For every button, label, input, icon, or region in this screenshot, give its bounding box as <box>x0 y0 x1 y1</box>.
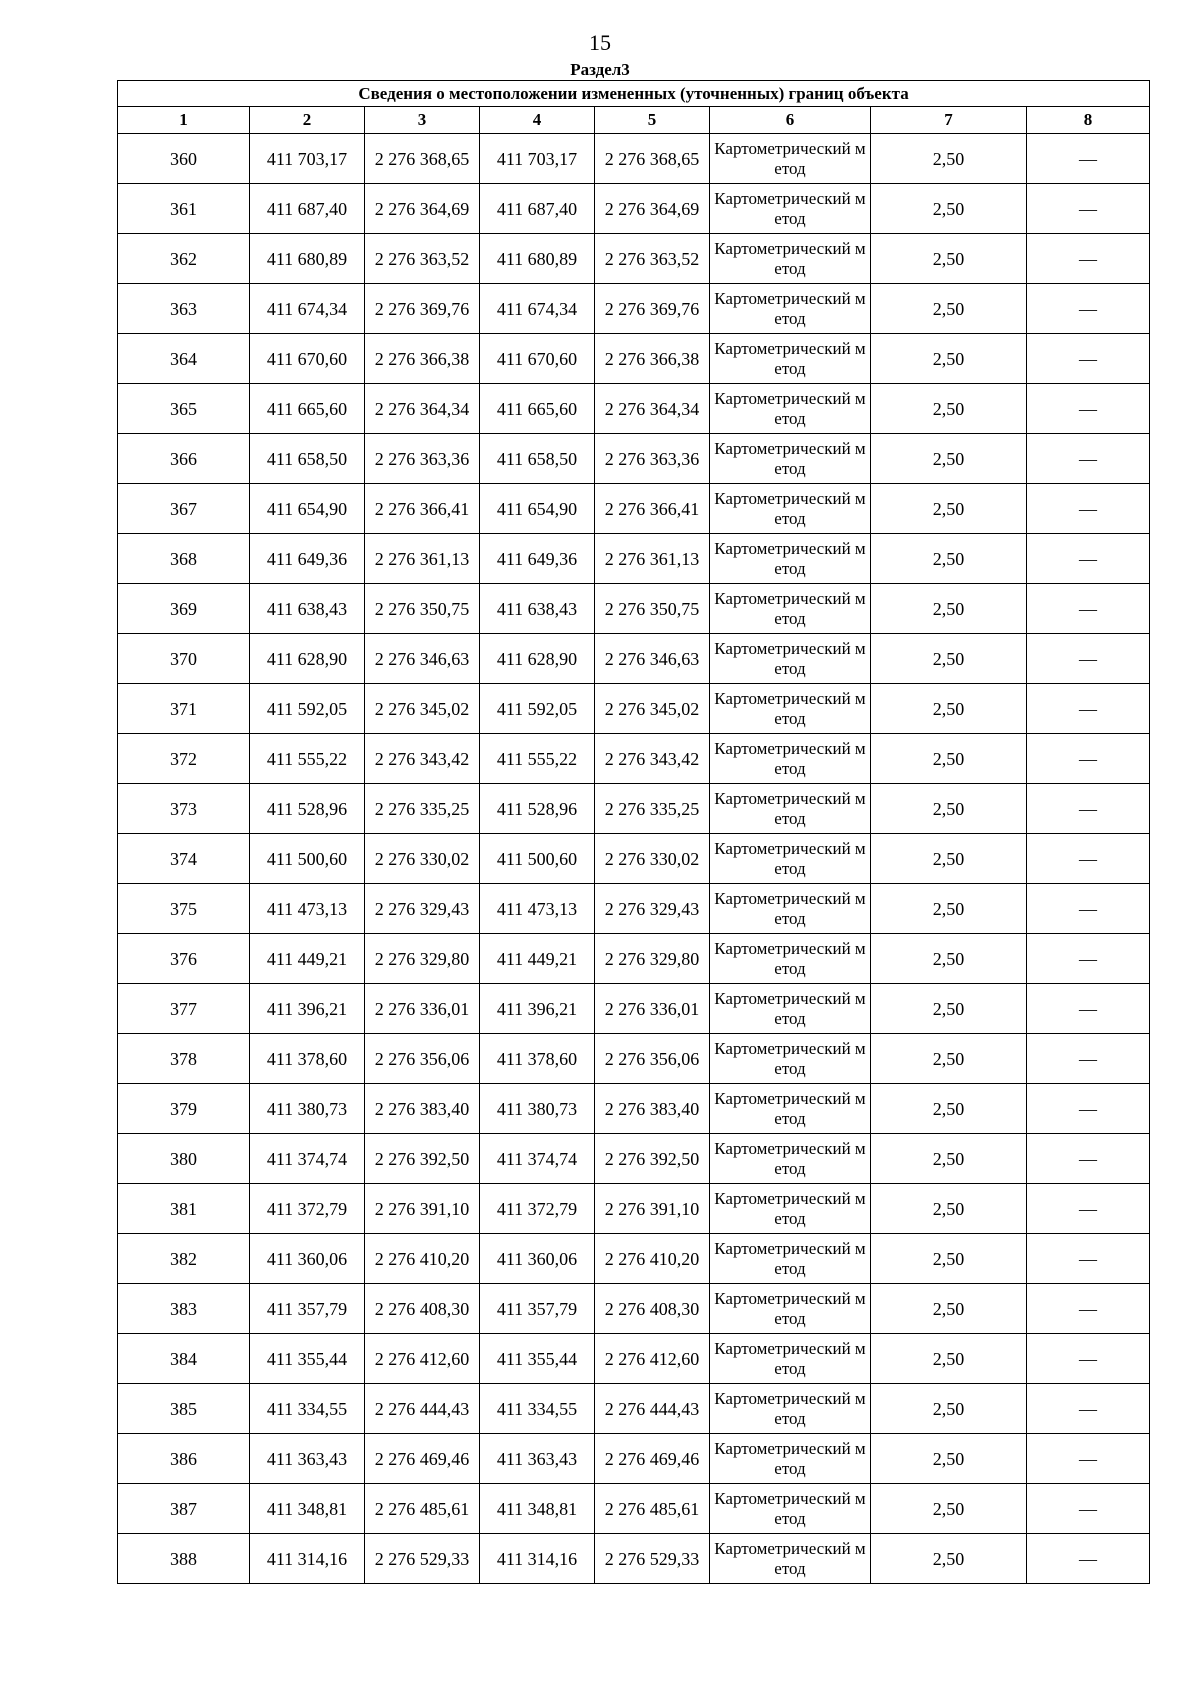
column-number-8: 8 <box>1027 107 1150 134</box>
cell-accuracy: 2,50 <box>871 634 1027 684</box>
cell-point-number: 360 <box>118 134 250 184</box>
cell-description: — <box>1027 1434 1150 1484</box>
cell-description: — <box>1027 1034 1150 1084</box>
cell-method: Картометрический метод <box>710 984 871 1034</box>
cell-description: — <box>1027 384 1150 434</box>
cell-y-existing: 2 276 392,50 <box>365 1134 480 1184</box>
cell-x-new: 411 360,06 <box>480 1234 595 1284</box>
cell-y-existing: 2 276 361,13 <box>365 534 480 584</box>
cell-x-new: 411 674,34 <box>480 284 595 334</box>
cell-x-new: 411 473,13 <box>480 884 595 934</box>
cell-accuracy: 2,50 <box>871 684 1027 734</box>
cell-y-new: 2 276 412,60 <box>595 1334 710 1384</box>
cell-method: Картометрический метод <box>710 384 871 434</box>
cell-x-existing: 411 500,60 <box>250 834 365 884</box>
cell-y-existing: 2 276 343,42 <box>365 734 480 784</box>
cell-method: Картометрический метод <box>710 1284 871 1334</box>
cell-method: Картометрический метод <box>710 1484 871 1534</box>
table-row <box>118 1434 1150 1484</box>
table-row <box>118 784 1150 834</box>
cell-y-new: 2 276 369,76 <box>595 284 710 334</box>
cell-method: Картометрический метод <box>710 884 871 934</box>
cell-x-existing: 411 378,60 <box>250 1034 365 1084</box>
table-row <box>118 734 1150 784</box>
cell-x-existing: 411 703,17 <box>250 134 365 184</box>
cell-y-existing: 2 276 412,60 <box>365 1334 480 1384</box>
cell-x-new: 411 687,40 <box>480 184 595 234</box>
cell-x-new: 411 658,50 <box>480 434 595 484</box>
cell-y-existing: 2 276 329,43 <box>365 884 480 934</box>
cell-y-new: 2 276 335,25 <box>595 784 710 834</box>
cell-y-new: 2 276 336,01 <box>595 984 710 1034</box>
cell-y-existing: 2 276 350,75 <box>365 584 480 634</box>
cell-y-new: 2 276 329,43 <box>595 884 710 934</box>
cell-method: Картометрический метод <box>710 1334 871 1384</box>
cell-method: Картометрический метод <box>710 1134 871 1184</box>
cell-x-existing: 411 670,60 <box>250 334 365 384</box>
cell-x-existing: 411 658,50 <box>250 434 365 484</box>
cell-x-existing: 411 363,43 <box>250 1434 365 1484</box>
table-body <box>118 134 1150 1584</box>
cell-x-new: 411 654,90 <box>480 484 595 534</box>
cell-y-existing: 2 276 345,02 <box>365 684 480 734</box>
cell-x-existing: 411 314,16 <box>250 1534 365 1584</box>
cell-point-number: 372 <box>118 734 250 784</box>
cell-description: — <box>1027 334 1150 384</box>
cell-x-existing: 411 348,81 <box>250 1484 365 1534</box>
cell-x-existing: 411 449,21 <box>250 934 365 984</box>
cell-x-existing: 411 649,36 <box>250 534 365 584</box>
table-row <box>118 1284 1150 1334</box>
cell-accuracy: 2,50 <box>871 734 1027 784</box>
cell-point-number: 381 <box>118 1184 250 1234</box>
cell-point-number: 382 <box>118 1234 250 1284</box>
cell-description: — <box>1027 684 1150 734</box>
cell-x-new: 411 374,74 <box>480 1134 595 1184</box>
cell-point-number: 385 <box>118 1384 250 1434</box>
cell-point-number: 384 <box>118 1334 250 1384</box>
cell-y-new: 2 276 343,42 <box>595 734 710 784</box>
table-row <box>118 1484 1150 1534</box>
cell-accuracy: 2,50 <box>871 1384 1027 1434</box>
table-row <box>118 484 1150 534</box>
table-row <box>118 1134 1150 1184</box>
cell-x-existing: 411 674,34 <box>250 284 365 334</box>
cell-point-number: 380 <box>118 1134 250 1184</box>
cell-method: Картометрический метод <box>710 1384 871 1434</box>
cell-x-existing: 411 665,60 <box>250 384 365 434</box>
cell-method: Картометрический метод <box>710 934 871 984</box>
cell-x-new: 411 334,55 <box>480 1384 595 1434</box>
cell-description: — <box>1027 934 1150 984</box>
cell-description: — <box>1027 484 1150 534</box>
cell-x-existing: 411 380,73 <box>250 1084 365 1134</box>
coordinates-table <box>117 80 1150 1584</box>
cell-point-number: 379 <box>118 1084 250 1134</box>
cell-x-new: 411 380,73 <box>480 1084 595 1134</box>
cell-y-new: 2 276 363,36 <box>595 434 710 484</box>
column-number-1: 1 <box>118 107 250 134</box>
cell-x-existing: 411 473,13 <box>250 884 365 934</box>
cell-x-new: 411 649,36 <box>480 534 595 584</box>
cell-x-new: 411 314,16 <box>480 1534 595 1584</box>
cell-y-new: 2 276 329,80 <box>595 934 710 984</box>
cell-y-existing: 2 276 369,76 <box>365 284 480 334</box>
cell-description: — <box>1027 1484 1150 1534</box>
table-row <box>118 834 1150 884</box>
cell-y-existing: 2 276 391,10 <box>365 1184 480 1234</box>
cell-accuracy: 2,50 <box>871 284 1027 334</box>
cell-y-new: 2 276 529,33 <box>595 1534 710 1584</box>
cell-method: Картометрический метод <box>710 484 871 534</box>
cell-y-new: 2 276 364,69 <box>595 184 710 234</box>
cell-description: — <box>1027 634 1150 684</box>
cell-x-existing: 411 654,90 <box>250 484 365 534</box>
cell-description: — <box>1027 784 1150 834</box>
cell-point-number: 378 <box>118 1034 250 1084</box>
cell-description: — <box>1027 534 1150 584</box>
table-row <box>118 1034 1150 1084</box>
cell-method: Картометрический метод <box>710 834 871 884</box>
cell-accuracy: 2,50 <box>871 484 1027 534</box>
cell-x-existing: 411 334,55 <box>250 1384 365 1434</box>
cell-point-number: 388 <box>118 1534 250 1584</box>
cell-x-new: 411 665,60 <box>480 384 595 434</box>
cell-accuracy: 2,50 <box>871 434 1027 484</box>
cell-accuracy: 2,50 <box>871 834 1027 884</box>
table-caption: Сведения о местоположении измененных (уточненных) границ объекта <box>118 81 1150 107</box>
table-row <box>118 384 1150 434</box>
cell-method: Картометрический метод <box>710 634 871 684</box>
cell-y-new: 2 276 345,02 <box>595 684 710 734</box>
cell-point-number: 362 <box>118 234 250 284</box>
cell-accuracy: 2,50 <box>871 1334 1027 1384</box>
cell-x-new: 411 372,79 <box>480 1184 595 1234</box>
cell-y-existing: 2 276 330,02 <box>365 834 480 884</box>
table-row <box>118 984 1150 1034</box>
cell-y-new: 2 276 346,63 <box>595 634 710 684</box>
cell-y-new: 2 276 469,46 <box>595 1434 710 1484</box>
cell-point-number: 364 <box>118 334 250 384</box>
cell-y-existing: 2 276 444,43 <box>365 1384 480 1434</box>
cell-description: — <box>1027 1534 1150 1584</box>
cell-method: Картометрический метод <box>710 534 871 584</box>
column-number-5: 5 <box>595 107 710 134</box>
cell-y-new: 2 276 383,40 <box>595 1084 710 1134</box>
cell-y-existing: 2 276 346,63 <box>365 634 480 684</box>
cell-description: — <box>1027 984 1150 1034</box>
cell-description: — <box>1027 1134 1150 1184</box>
cell-x-new: 411 628,90 <box>480 634 595 684</box>
cell-x-new: 411 680,89 <box>480 234 595 284</box>
cell-description: — <box>1027 284 1150 334</box>
cell-accuracy: 2,50 <box>871 984 1027 1034</box>
table-row <box>118 234 1150 284</box>
cell-y-new: 2 276 408,30 <box>595 1284 710 1334</box>
cell-y-existing: 2 276 408,30 <box>365 1284 480 1334</box>
cell-accuracy: 2,50 <box>871 1434 1027 1484</box>
table-row <box>118 284 1150 334</box>
cell-point-number: 368 <box>118 534 250 584</box>
cell-x-existing: 411 396,21 <box>250 984 365 1034</box>
cell-y-new: 2 276 391,10 <box>595 1184 710 1234</box>
table-row <box>118 334 1150 384</box>
cell-method: Картометрический метод <box>710 234 871 284</box>
cell-point-number: 387 <box>118 1484 250 1534</box>
cell-y-new: 2 276 361,13 <box>595 534 710 584</box>
table-row <box>118 1184 1150 1234</box>
cell-x-existing: 411 372,79 <box>250 1184 365 1234</box>
cell-x-new: 411 555,22 <box>480 734 595 784</box>
cell-accuracy: 2,50 <box>871 234 1027 284</box>
table-row <box>118 434 1150 484</box>
cell-accuracy: 2,50 <box>871 884 1027 934</box>
cell-accuracy: 2,50 <box>871 1484 1027 1534</box>
cell-y-existing: 2 276 335,25 <box>365 784 480 834</box>
cell-y-existing: 2 276 410,20 <box>365 1234 480 1284</box>
cell-y-existing: 2 276 366,38 <box>365 334 480 384</box>
cell-accuracy: 2,50 <box>871 1534 1027 1584</box>
cell-description: — <box>1027 434 1150 484</box>
cell-y-existing: 2 276 364,34 <box>365 384 480 434</box>
table-row <box>118 634 1150 684</box>
cell-y-existing: 2 276 329,80 <box>365 934 480 984</box>
cell-point-number: 373 <box>118 784 250 834</box>
cell-description: — <box>1027 1384 1150 1434</box>
table-row <box>118 134 1150 184</box>
cell-point-number: 367 <box>118 484 250 534</box>
column-number-3: 3 <box>365 107 480 134</box>
cell-method: Картометрический метод <box>710 1434 871 1484</box>
column-number-6: 6 <box>710 107 871 134</box>
cell-x-new: 411 703,17 <box>480 134 595 184</box>
page-number: 15 <box>589 30 611 55</box>
cell-point-number: 371 <box>118 684 250 734</box>
cell-x-existing: 411 555,22 <box>250 734 365 784</box>
cell-y-existing: 2 276 364,69 <box>365 184 480 234</box>
cell-x-new: 411 363,43 <box>480 1434 595 1484</box>
table-row <box>118 584 1150 634</box>
cell-point-number: 377 <box>118 984 250 1034</box>
cell-method: Картометрический метод <box>710 184 871 234</box>
cell-y-existing: 2 276 363,36 <box>365 434 480 484</box>
cell-y-new: 2 276 366,38 <box>595 334 710 384</box>
cell-method: Картометрический метод <box>710 434 871 484</box>
cell-x-new: 411 449,21 <box>480 934 595 984</box>
cell-x-new: 411 500,60 <box>480 834 595 884</box>
cell-x-new: 411 396,21 <box>480 984 595 1034</box>
cell-y-new: 2 276 366,41 <box>595 484 710 534</box>
cell-x-existing: 411 528,96 <box>250 784 365 834</box>
table-row <box>118 1334 1150 1384</box>
cell-y-new: 2 276 364,34 <box>595 384 710 434</box>
cell-method: Картометрический метод <box>710 784 871 834</box>
cell-y-existing: 2 276 383,40 <box>365 1084 480 1134</box>
cell-accuracy: 2,50 <box>871 934 1027 984</box>
cell-description: — <box>1027 1334 1150 1384</box>
cell-x-new: 411 378,60 <box>480 1034 595 1084</box>
column-number-row <box>118 107 1150 134</box>
table-row <box>118 1534 1150 1584</box>
cell-point-number: 361 <box>118 184 250 234</box>
cell-description: — <box>1027 584 1150 634</box>
cell-x-new: 411 670,60 <box>480 334 595 384</box>
cell-y-existing: 2 276 485,61 <box>365 1484 480 1534</box>
cell-method: Картометрический метод <box>710 284 871 334</box>
cell-method: Картометрический метод <box>710 1534 871 1584</box>
cell-y-existing: 2 276 368,65 <box>365 134 480 184</box>
cell-method: Картометрический метод <box>710 1084 871 1134</box>
table-row <box>118 534 1150 584</box>
cell-accuracy: 2,50 <box>871 1034 1027 1084</box>
cell-y-existing: 2 276 356,06 <box>365 1034 480 1084</box>
cell-y-new: 2 276 350,75 <box>595 584 710 634</box>
cell-accuracy: 2,50 <box>871 784 1027 834</box>
cell-description: — <box>1027 1184 1150 1234</box>
cell-description: — <box>1027 834 1150 884</box>
table-row <box>118 934 1150 984</box>
cell-description: — <box>1027 1084 1150 1134</box>
cell-point-number: 386 <box>118 1434 250 1484</box>
cell-x-existing: 411 680,89 <box>250 234 365 284</box>
cell-point-number: 375 <box>118 884 250 934</box>
cell-y-new: 2 276 392,50 <box>595 1134 710 1184</box>
cell-point-number: 363 <box>118 284 250 334</box>
cell-method: Картометрический метод <box>710 134 871 184</box>
cell-y-existing: 2 276 336,01 <box>365 984 480 1034</box>
cell-description: — <box>1027 134 1150 184</box>
cell-accuracy: 2,50 <box>871 1134 1027 1184</box>
cell-x-existing: 411 628,90 <box>250 634 365 684</box>
cell-x-new: 411 348,81 <box>480 1484 595 1534</box>
cell-x-existing: 411 357,79 <box>250 1284 365 1334</box>
cell-x-existing: 411 360,06 <box>250 1234 365 1284</box>
cell-x-existing: 411 687,40 <box>250 184 365 234</box>
cell-y-existing: 2 276 363,52 <box>365 234 480 284</box>
cell-point-number: 369 <box>118 584 250 634</box>
cell-method: Картометрический метод <box>710 334 871 384</box>
cell-method: Картометрический метод <box>710 1234 871 1284</box>
cell-y-new: 2 276 410,20 <box>595 1234 710 1284</box>
cell-x-new: 411 357,79 <box>480 1284 595 1334</box>
cell-accuracy: 2,50 <box>871 184 1027 234</box>
cell-point-number: 383 <box>118 1284 250 1334</box>
cell-description: — <box>1027 234 1150 284</box>
cell-point-number: 365 <box>118 384 250 434</box>
cell-accuracy: 2,50 <box>871 584 1027 634</box>
cell-y-new: 2 276 330,02 <box>595 834 710 884</box>
cell-x-existing: 411 355,44 <box>250 1334 365 1384</box>
cell-description: — <box>1027 1234 1150 1284</box>
cell-method: Картометрический метод <box>710 684 871 734</box>
cell-accuracy: 2,50 <box>871 1284 1027 1334</box>
cell-method: Картометрический метод <box>710 734 871 784</box>
cell-y-new: 2 276 444,43 <box>595 1384 710 1434</box>
cell-method: Картометрический метод <box>710 1034 871 1084</box>
cell-x-new: 411 638,43 <box>480 584 595 634</box>
table-row <box>118 184 1150 234</box>
table-row <box>118 1084 1150 1134</box>
cell-accuracy: 2,50 <box>871 534 1027 584</box>
cell-x-new: 411 592,05 <box>480 684 595 734</box>
cell-y-new: 2 276 363,52 <box>595 234 710 284</box>
cell-x-existing: 411 374,74 <box>250 1134 365 1184</box>
cell-y-existing: 2 276 366,41 <box>365 484 480 534</box>
cell-x-new: 411 355,44 <box>480 1334 595 1384</box>
table-row <box>118 1384 1150 1434</box>
table-row <box>118 1234 1150 1284</box>
cell-description: — <box>1027 734 1150 784</box>
cell-method: Картометрический метод <box>710 584 871 634</box>
cell-accuracy: 2,50 <box>871 384 1027 434</box>
cell-point-number: 374 <box>118 834 250 884</box>
cell-y-new: 2 276 368,65 <box>595 134 710 184</box>
cell-description: — <box>1027 184 1150 234</box>
cell-accuracy: 2,50 <box>871 334 1027 384</box>
column-number-2: 2 <box>250 107 365 134</box>
column-number-4: 4 <box>480 107 595 134</box>
cell-y-new: 2 276 485,61 <box>595 1484 710 1534</box>
cell-point-number: 366 <box>118 434 250 484</box>
cell-accuracy: 2,50 <box>871 1234 1027 1284</box>
cell-y-new: 2 276 356,06 <box>595 1034 710 1084</box>
cell-accuracy: 2,50 <box>871 1184 1027 1234</box>
cell-x-existing: 411 638,43 <box>250 584 365 634</box>
cell-accuracy: 2,50 <box>871 134 1027 184</box>
section-label: Раздел3 <box>570 60 630 79</box>
cell-point-number: 370 <box>118 634 250 684</box>
cell-point-number: 376 <box>118 934 250 984</box>
table-row <box>118 684 1150 734</box>
cell-description: — <box>1027 1284 1150 1334</box>
cell-method: Картометрический метод <box>710 1184 871 1234</box>
cell-y-existing: 2 276 469,46 <box>365 1434 480 1484</box>
table-row <box>118 884 1150 934</box>
cell-description: — <box>1027 884 1150 934</box>
cell-x-new: 411 528,96 <box>480 784 595 834</box>
cell-accuracy: 2,50 <box>871 1084 1027 1134</box>
cell-x-existing: 411 592,05 <box>250 684 365 734</box>
column-number-7: 7 <box>871 107 1027 134</box>
cell-y-existing: 2 276 529,33 <box>365 1534 480 1584</box>
